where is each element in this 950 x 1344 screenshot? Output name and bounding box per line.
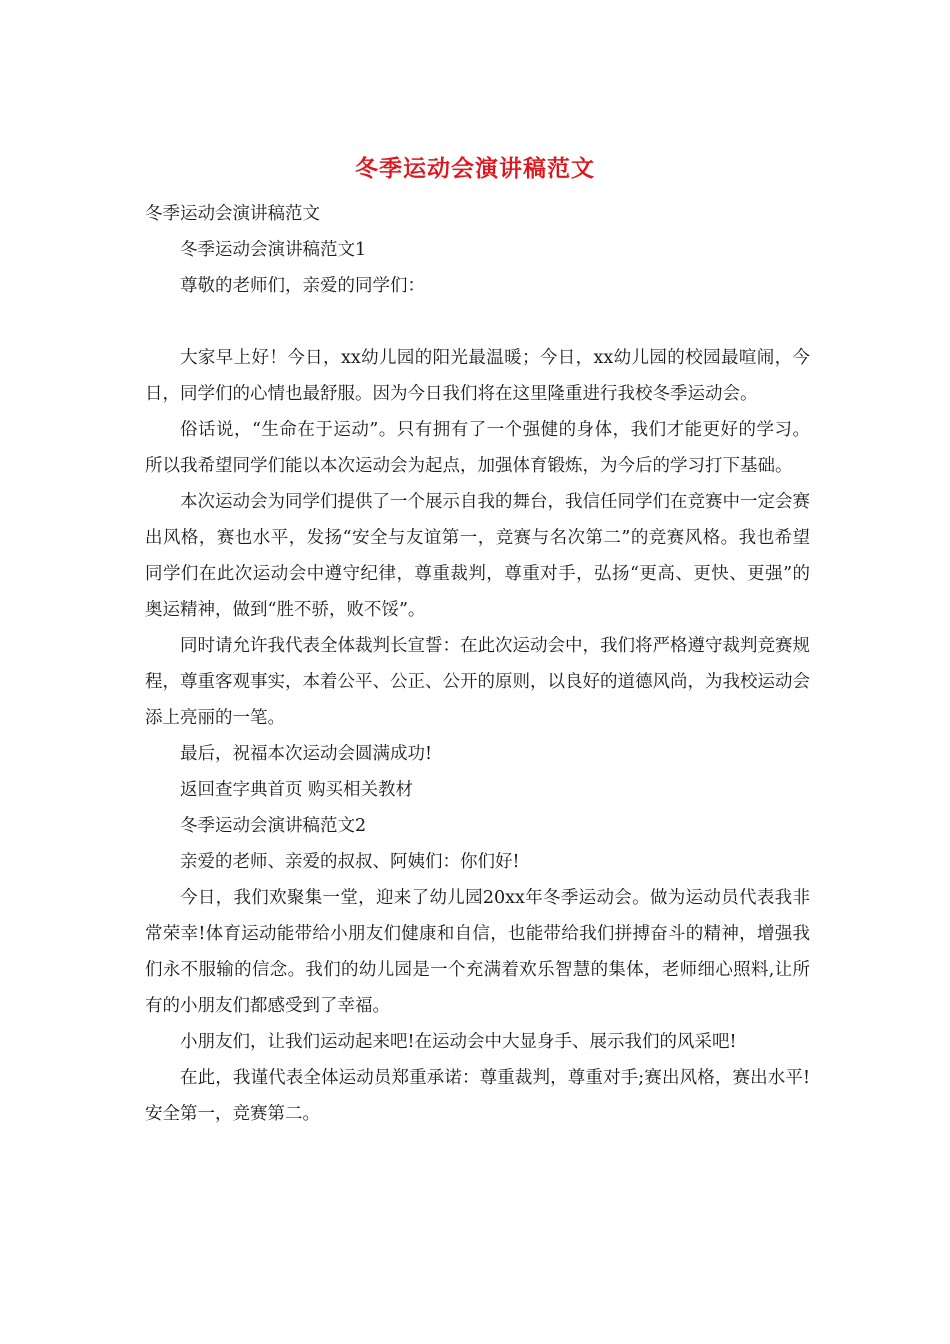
body-paragraph: 本次运动会为同学们提供了一个展示自我的舞台，我信任同学们在竞赛中一定会赛出风格，赛也水平，发扬“安全与友谊第一，竞赛与名次第二”的竞赛风格。我也希望同学们在此次运动会中遵守纪律，尊重裁判，尊重对手，弘扬“更高、更快、更强”的奥运精神，做到“胜不骄，败不馁”。 [145, 492, 810, 620]
link-line[interactable]: 返回查字典首页 购买相关教材 [180, 780, 414, 800]
body-paragraph: 在此，我谨代表全体运动员郑重承诺：尊重裁判，尊重对手;赛出风格，赛出水平!安全第一，竞赛第二。 [145, 1068, 810, 1124]
body-paragraph: 同时请允许我代表全体裁判长宣誓：在此次运动会中，我们将严格遵守裁判竞赛规程，尊重客观事实，本着公平、公正、公开的原则，以良好的道德风尚，为我校运动会添上亮丽的一笔。 [145, 636, 810, 728]
body-paragraph: 最后，祝福本次运动会圆满成功! [180, 744, 433, 764]
subtitle-paragraph: 冬季运动会演讲稿范文 [145, 204, 320, 224]
document-body [145, 196, 810, 1132]
salutation-2: 亲爱的老师、亲爱的叔叔、阿姨们：你们好! [180, 852, 520, 872]
body-paragraph: 大家早上好！今日，xx幼儿园的阳光最温暖；今日，xx幼儿园的校园最喧闹，今日，同学们的心情也最舒服。因为今日我们将在这里隆重进行我校冬季运动会。 [145, 348, 810, 404]
section-heading-1: 冬季运动会演讲稿范文1 [180, 240, 367, 260]
salutation-1: 尊敬的老师们，亲爱的同学们： [180, 276, 425, 296]
body-paragraph: 小朋友们，让我们运动起来吧!在运动会中大显身手、展示我们的风采吧! [180, 1032, 737, 1052]
blank-line [145, 304, 810, 340]
body-paragraph: 俗话说，“生命在于运动”。只有拥有了一个强健的身体，我们才能更好的学习。所以我希望同学们能以本次运动会为起点，加强体育锻炼，为今后的学习打下基础。 [145, 420, 810, 476]
body-paragraph: 今日，我们欢聚集一堂，迎来了幼儿园20xx年冬季运动会。做为运动员代表我非常荣幸!体育运动能带给小朋友们健康和自信，也能带给我们拼搏奋斗的精神，增强我们永不服输的信念。我们的幼儿园是一个充满着欢乐智慧的集体，老师细心照料,让所有的小朋友们都感受到了幸福。 [145, 888, 810, 1016]
document-title: 冬季运动会演讲稿范文 [355, 155, 595, 182]
section-heading-2: 冬季运动会演讲稿范文2 [180, 816, 367, 836]
